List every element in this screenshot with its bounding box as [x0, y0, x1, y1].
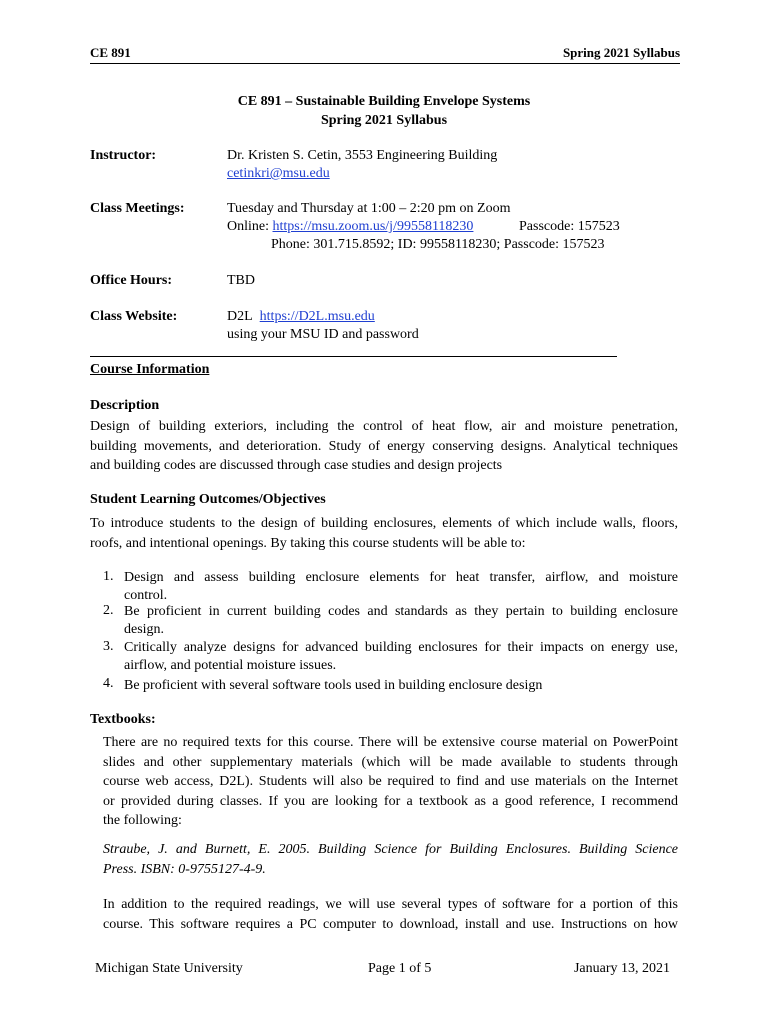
document-subtitle: Spring 2021 Syllabus: [320, 113, 448, 128]
class-website-line: [227, 309, 375, 325]
d2l-prefix: D2L: [227, 309, 253, 324]
outcomes-heading: Student Learning Outcomes/Objectives: [90, 492, 326, 507]
section-divider: [90, 356, 617, 357]
d2l-link[interactable]: https://D2L.msu.edu: [259, 309, 375, 324]
zoom-passcode: Passcode: 157523: [519, 219, 620, 234]
outcome-item: Design and assess building enclosure elements for heat transfer, airflow, and moisture control.: [124, 570, 678, 603]
header-term: Spring 2021 Syllabus: [562, 45, 680, 60]
office-hours-label: Office Hours:: [90, 273, 173, 288]
textbooks-paragraph: There are no required texts for this course. There will be extensive course material on PowerPoint slides and other supplementary materials (which will be made available to students through course web access, D2L). Students will also be required to find and use materials on the Internet or provided during classes. If you are looking for a textbook as a good reference, I recommend the following:: [103, 735, 678, 828]
outcome-item: Critically analyze designs for advanced building enclosures for their impacts on energy use, airflow, and potential moisture issues.: [124, 640, 678, 673]
software-paragraph: In addition to the required readings, we will use several types of software for a portion of this course. This software requires a PC computer to download, install and use. Instructions on how: [103, 897, 678, 932]
instructor-email-link[interactable]: cetinkri@msu.edu: [227, 166, 330, 181]
footer-institution: Michigan State University: [95, 961, 243, 976]
footer-page-number: Page 1 of 5: [368, 961, 432, 976]
office-hours-value: TBD: [227, 273, 255, 288]
outcome-number: 2.: [103, 603, 114, 618]
outcome-item: Be proficient with several software tools used in building enclosure design: [124, 678, 543, 693]
outcome-number: 4.: [103, 676, 114, 691]
description-heading: Description: [90, 398, 160, 413]
textbook-citation: Straube, J. and Burnett, E. 2005. Building Science for Building Enclosures. Building Science Press. ISBN: 0-9755127-4-9.: [103, 842, 678, 877]
description-paragraph: Design of building exteriors, including the control of heat flow, air and moisture penetration, building movements, and deterioration. Study of energy conserving designs. Analytical techniques and building codes are discussed through case studies and design projects: [90, 419, 678, 473]
zoom-online-prefix: Online:: [227, 219, 273, 234]
outcome-number: 3.: [103, 639, 114, 654]
class-website-note: using your MSU ID and password: [227, 327, 419, 342]
class-meetings-time: Tuesday and Thursday at 1:00 – 2:20 pm on Zoom: [227, 201, 511, 216]
class-meetings-label: Class Meetings:: [90, 201, 185, 216]
document-title: CE 891 – Sustainable Building Envelope Systems: [237, 94, 531, 109]
zoom-online-line: [227, 219, 473, 235]
class-website-label: Class Website:: [90, 309, 178, 324]
outcomes-intro: To introduce students to the design of building enclosures, elements of which include walls, floors, roofs, and intentional openings. By taking this course students will be able to:: [90, 516, 678, 551]
zoom-link[interactable]: https://msu.zoom.us/j/99558118230: [272, 219, 474, 234]
zoom-phone: Phone: 301.715.8592; ID: 99558118230; Passcode: 157523: [271, 237, 605, 252]
header-rule: [90, 63, 680, 64]
course-information-heading: Course Information: [90, 362, 210, 377]
outcome-item: Be proficient in current building codes and standards as they pertain to building enclosure design.: [124, 604, 678, 637]
textbooks-heading: Textbooks:: [90, 712, 156, 727]
instructor-label: Instructor:: [90, 148, 157, 163]
header-course-code: CE 891: [90, 45, 131, 60]
instructor-name: Dr. Kristen S. Cetin, 3553 Engineering Building: [227, 148, 498, 163]
footer-date: January 13, 2021: [573, 961, 670, 976]
outcome-number: 1.: [103, 569, 114, 584]
